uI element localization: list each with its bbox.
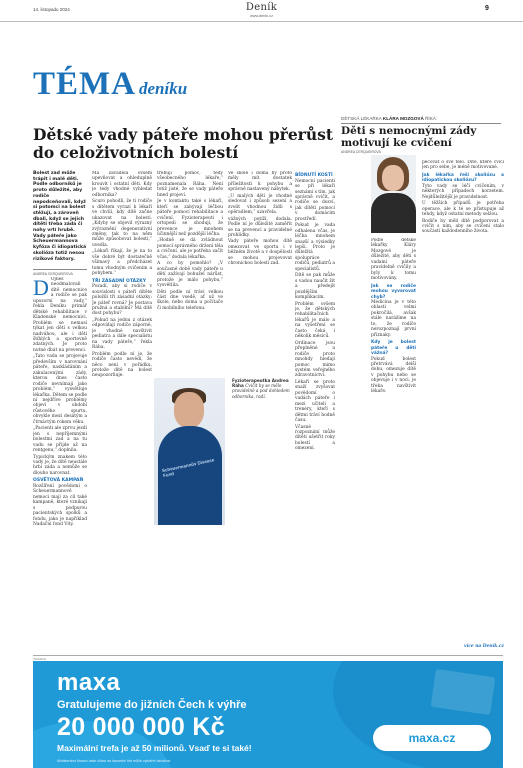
paragraph: Včasné rozpoznání může dítěti ušetřit roky bolestí a omezení. <box>295 424 335 452</box>
page-number: 9 <box>485 5 489 12</box>
advertisement[interactable] <box>33 661 503 768</box>
main-headline: Dětské vady páteře mohou přerůst do celoživotních bolestí <box>33 125 334 162</box>
interview-question: Jak se rodiče mohou vyvarovat chyb? <box>371 283 416 300</box>
article-column-3 <box>157 171 223 373</box>
paragraph: Medicína je v této oblasti velmi pokročilá, avšak stále narážíme na to, že rodiče nerozpoznají první příznaky. <box>371 299 416 338</box>
paragraph: Pozadí, aby si rodiče v souvislosti s páteří dítěte položili tři zásadní otázky: Je páteř rovná? Je postava pružná a stabilní? Má dítě dost pohybu? <box>92 284 152 317</box>
main-byline: ANDREA CERQUEIROVÁ <box>33 269 87 276</box>
drop-cap: D <box>33 277 49 300</box>
photo-shirt-print: Scheuermannův Disease Fund <box>161 457 215 479</box>
doctor-portrait <box>371 155 416 233</box>
interview-section-label: DĚTSKÁ LÉKAŘKA KLÁRA MOZGOVÁ ŘÍKÁ: <box>341 116 501 124</box>
interview-byline: ANDREA CERQUEIROVÁ <box>341 150 381 154</box>
paragraph: „U malých dětí je vhodné sledovat i způsob sezení a zvolit vhodnou židli s opěradlem,“ uzavřela. <box>228 193 292 216</box>
paragraph: Má zaváděla ovšem upevňovat a ohleduplně krouvit i ostatní děti. Kdy je tedy vhodné vyhledat odborníka? <box>92 171 152 198</box>
subheading: TŘI ZÁSADNÍ OTÁZKY <box>92 278 147 284</box>
paragraph: Je v kontaktu také s lékaři, kteří se zabývají léčbou páteře pomocí rehabilitace a cvičení. Fyzioterapeuti i ortopedi se shodují, že prevence je mnohem účinnější než pozdější léčba. <box>157 199 223 237</box>
ad-line-1: Gratulujeme do jižních Čech k výhře <box>57 699 247 711</box>
article-column-1 <box>33 277 87 652</box>
paragraph: Vady páteře mohou dítě omezovat ve sportu i v běžném životě a v dospělosti se mohou projevovat chronickou bolestí zad. <box>228 239 292 267</box>
paragraph: „Pokud na jednu z otázek odpovídají rodiče záporně, je vhodné navštívit pediatra a dále specialistu na vady páteře,“ řekla Ráha. <box>92 317 152 351</box>
paragraph: Scuro pohodlí, že ti rodiče s dítětem vyrazí k lékaři ve chvíli, kdy dítě začne ukazovat na bolesti. „Kdyby se objevil výrazný zvýraznění degenerativní změny, tak to na něm může způsobovat bolesti,“ uvedla. <box>92 199 152 248</box>
paragraph: Děti podle ní tráví velkou část dne vsedě, ať už ve škole, nebo doma u počítače či mobilního telefonu. <box>157 289 223 311</box>
more-link[interactable]: více na Deník.cz <box>464 644 504 649</box>
paragraph: D Ojnes neodmalovali dítě nemocnice a rodiče se pak upozorní na vady,“ řekla Deníku primář dětské rehabilitace v Kladenské nemocnici. Problém se nemusí týkat jen dětí s velkou nadváhou, ale i dětí štíhlých a sportovně zdatných. Je proto nutné dbát na prevenci. <box>33 277 87 353</box>
newspaper-logo[interactable]: Deník <box>245 2 278 13</box>
paragraph: Rozšíření povědomí o Scheuermannově nemoci mají za cíl také kampaně, které vznikají s podporou pacientských spolků a fondu, jako je například Nadační fond Vity. <box>33 483 87 528</box>
section-tema: TÉMA <box>33 66 136 102</box>
ticket-icon <box>431 669 496 715</box>
paragraph: A co by pomohlo? „V současné době vady páteře u dětí zažívají bohužel nárůst, protože je málo pohybu,“ vysvětlila. <box>157 261 223 289</box>
article-column-2 <box>92 171 152 651</box>
issue-date: 14. listopadu 2024 <box>33 7 70 12</box>
paragraph: Ordinace jsou přeplněné a rodiče proto mnohdy hledají pomoc mimo systém veřejného zdravotnictví. <box>295 340 335 379</box>
photo-caption <box>232 378 292 399</box>
article-column-4 <box>295 171 335 651</box>
portrait-face <box>382 165 404 191</box>
caption-name: Fyzioterapeutka Andrea Ráha <box>232 378 289 389</box>
paragraph: Podle dětské lékařky Kláry Mozgové je důležité, aby děti s vadami páteře pravidelně cvičily a byly k tomu motivovány. <box>371 238 416 282</box>
interview-question: Jak lékařka řeší skoliózu a idiopatickou skoliózu? <box>422 172 504 184</box>
interview-headline: Děti s nemocnými zády motivují ke cvičení <box>341 125 477 149</box>
paragraph: třebuji pomoc, tedy všeobecného lékaře,“ poznamenala Ráha. Není totiž jisté, že se vady páteře hned projeví. <box>157 171 223 198</box>
paragraph: pečovat o své tělo. Dítě, které cvičí jen pro sebe, je méně motivované. <box>422 160 504 171</box>
article-photo <box>154 378 225 525</box>
paragraph: Pokud je vada odhalena včas, je léčba mnohem snazší a výsledky lepší. Proto je důležitá spolupráce rodičů, pediatrů a specialistů. <box>295 223 335 272</box>
ad-jackpot: 20 000 000 Kč <box>57 713 225 741</box>
section-title <box>33 66 187 103</box>
ad-url-badge[interactable]: maxa.cz <box>373 725 491 751</box>
paragraph: Tyto vady se léčí cvičením, v některých případech korzetem. Nejdůležitější je pravidelnost. <box>422 183 504 200</box>
interview-column-2 <box>422 160 504 642</box>
paragraph: vážných potíží, dodala. Podle ní je důležité zaměřit se na prevenci a pravidelné prohlídky. <box>228 216 292 238</box>
paragraph: Problém podle ní je, že rodiče často nevědí, že něco není v pořádku, protože dítě na bolest neupozorňuje. <box>92 351 152 379</box>
main-lead: Bolest zad může trápit i malé děti. Podle odborníků je proto důležité, aby rodiče nepodceňovali, když si potomci na bolest stěžují, a zároveň dbali, když se jejich dítěti třeba záda či nohy vrtí hrubě. Vady páteře jako Scheuermannova kyfóza či idiopatická skolióza totiž nesou rizikové faktory. <box>33 171 87 262</box>
paragraph: Problém ovšem je, že dětských rehabilitačních lékařů je málo a na vyšetření se často čeká i několik měsíců. <box>295 301 335 340</box>
ad-disclaimer: Ministerstvo financí vaše účast na hazardní hře může vytvářet závislost <box>57 759 171 763</box>
paragraph: „Pacienti ale zprvu jezdí jen s nepříjemnými bolestmi zad a na tu vadu se přijde až na rentgenu,“ doplnila. <box>33 426 87 454</box>
paragraph: Ve škole i doma by proto měly mít dostatek příležitostí k pohybu a správně nastavený nábytek. <box>228 171 292 193</box>
caption-text: Cvičit by se mělo pravidelně a pod dohledem odborníka, radí. <box>232 383 290 399</box>
paragraph: Lékaři se proto snaží zvyšovat povědomí o vadách páteře i mezi učiteli a trenéry, kteří s dětmi tráví hodně času. <box>295 379 335 424</box>
paragraph: Pokud bolest přetrvává delší dobu, omezuje dítě v pohybu nebo se objevuje i v noci, je třeba navštívit lékaře. <box>371 356 416 395</box>
ad-brand: maxa <box>57 669 121 696</box>
subheading: BÍDNUTÍ KOSTÍ <box>295 173 333 178</box>
page-header <box>0 0 523 22</box>
section-subtitle: deníku <box>139 79 188 98</box>
paragraph: Rodiče by měli dítě podporovat a cvičit s ním, aby se cvičení stalo součástí každodenního života. <box>422 218 504 235</box>
interview-column-1 <box>371 238 416 643</box>
ad-divider <box>33 655 503 656</box>
portrait-body <box>371 193 416 233</box>
paragraph: „Hodně se dá zvládnout pomocí správného držení těla a cvičení, ale je potřeba začít včas,“ dodala lékařka. <box>157 238 223 260</box>
article-column-3b <box>228 171 292 373</box>
paragraph: „Tato vada se projevuje především v narovnání páteře, naskládáním a zakulacenými zády, kterou dnes často rodiče nevnímají jako problém,“ vysvětluje lékařka. Dětem se podle ní nejdříve problémy objeví v období růstového spurtu, obvykle mezi desátým a čtrnáctým rokem věku. <box>33 354 87 425</box>
paragraph: Dítě se pak může s vadou naučit žít a předejít pozdějším komplikacím. <box>295 273 335 301</box>
ad-line-3: Maximální trefa je až 50 milionů. Vsaď te si také! <box>57 743 252 753</box>
paragraph: Typickým znakem této vady je, že dítě neustále hrbí záda a nemůže se dlouho narovnat. <box>33 454 87 476</box>
interview-question: Kdy je bolest páteře u dětí vážná? <box>371 340 416 357</box>
paragraph: „Lékaři říkají, že je na to vše dobré být dostatečně všímavý a předcházet tomu vhodným cvičením a pohybem.“ <box>92 249 152 277</box>
subheading: OSVĚTOVÁ KAMPAŇ <box>33 478 84 484</box>
ad-label: INZERCE <box>33 657 47 661</box>
newspaper-url[interactable]: www.denik.cz <box>250 14 273 18</box>
paragraph: U těžších případů je potřeba operace, ale k té se přistupuje až tehdy, když ostatní metody selžou. <box>422 201 504 218</box>
photo-head <box>174 392 204 428</box>
paragraph: Nemocní pacienti se při lékaři seznámí s tím, jak správně cvičit, a rodiče se dozví, jak dítěti pomoci v domácím prostředí. <box>295 178 335 222</box>
